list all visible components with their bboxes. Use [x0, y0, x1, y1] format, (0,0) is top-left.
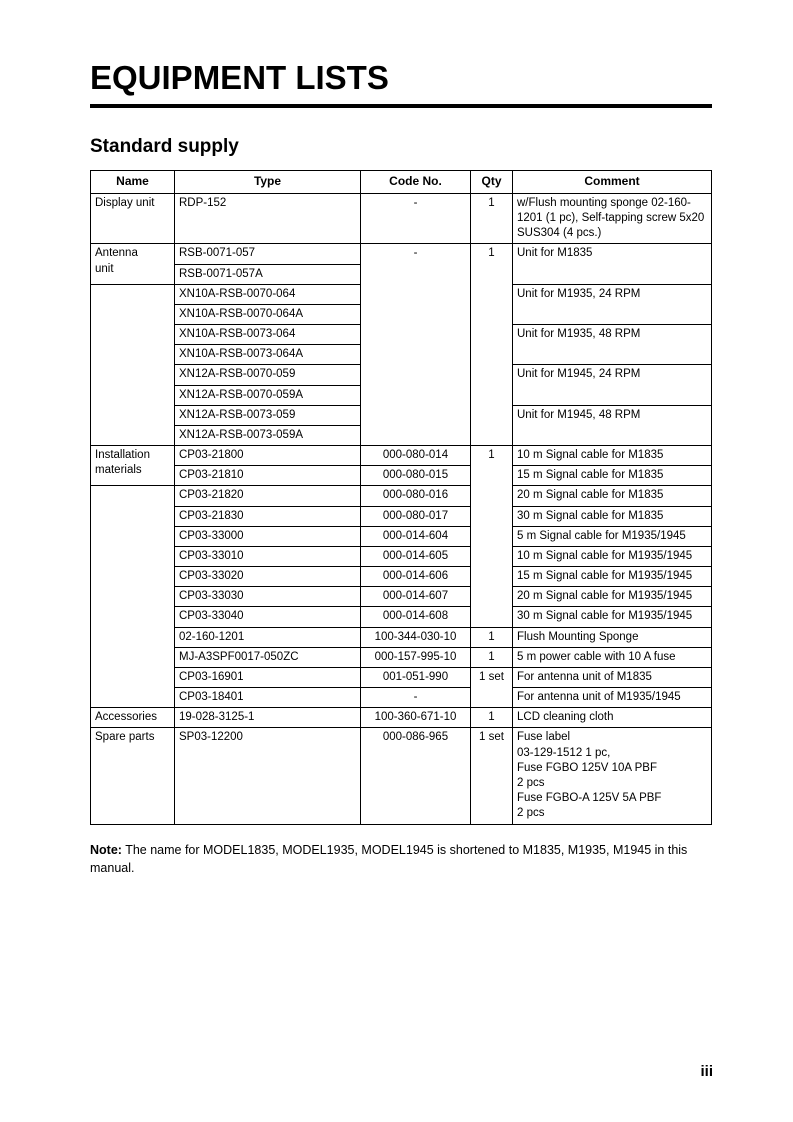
- column-header-type: Type: [175, 171, 361, 194]
- cell-code: -: [361, 244, 471, 446]
- cell-type: 19-028-3125-1: [175, 708, 361, 728]
- cell-type: XN12A-RSB-0073-059: [175, 405, 361, 425]
- note: [90, 841, 712, 877]
- table-header-row: [91, 171, 712, 194]
- cell-name-spacer: [91, 486, 175, 708]
- cell-type: XN12A-RSB-0070-059: [175, 365, 361, 385]
- cell-name: Accessories: [91, 708, 175, 728]
- cell-qty: 1: [471, 647, 513, 667]
- cell-name-line1: Installation: [95, 449, 150, 462]
- cell-name: Display unit: [91, 193, 175, 244]
- equipment-table: [90, 170, 712, 825]
- cell-qty: 1 set: [471, 667, 513, 707]
- column-header-qty: Qty: [471, 171, 513, 194]
- table-row: [91, 627, 712, 647]
- cell-qty: 1: [471, 708, 513, 728]
- cell-code: 000-014-607: [361, 587, 471, 607]
- column-header-comment: Comment: [513, 171, 712, 194]
- cell-code: 000-080-014: [361, 446, 471, 466]
- cell-type: RSB-0071-057A: [175, 264, 361, 284]
- table-row: [91, 607, 712, 627]
- table-row: [91, 466, 712, 486]
- cell-type: XN10A-RSB-0073-064: [175, 325, 361, 345]
- cell-comment: For antenna unit of M1935/1945: [513, 688, 712, 708]
- cell-type: CP03-33040: [175, 607, 361, 627]
- cell-comment: 15 m Signal cable for M1835: [513, 466, 712, 486]
- table-row: [91, 567, 712, 587]
- table-row: [91, 193, 712, 244]
- cell-comment: Unit for M1935, 24 RPM: [513, 284, 712, 324]
- table-row: [91, 446, 712, 466]
- cell-type: CP03-21820: [175, 486, 361, 506]
- cell-comment: Unit for M1835: [513, 244, 712, 284]
- cell-type: CP03-21800: [175, 446, 361, 466]
- cell-comment: 20 m Signal cable for M1835: [513, 486, 712, 506]
- cell-comment: 5 m Signal cable for M1935/1945: [513, 526, 712, 546]
- cell-comment: Unit for M1935, 48 RPM: [513, 325, 712, 365]
- page-title: EQUIPMENT LISTS: [90, 59, 389, 96]
- table-row: [91, 728, 712, 824]
- cell-type: MJ-A3SPF0017-050ZC: [175, 647, 361, 667]
- cell-comment: Unit for M1945, 24 RPM: [513, 365, 712, 405]
- cell-type: XN10A-RSB-0073-064A: [175, 345, 361, 365]
- table-row: [91, 688, 712, 708]
- cell-type: CP03-33030: [175, 587, 361, 607]
- table-row: [91, 244, 712, 264]
- cell-code: -: [361, 193, 471, 244]
- cell-type: 02-160-1201: [175, 627, 361, 647]
- table-row: [91, 486, 712, 506]
- cell-comment: Unit for M1945, 48 RPM: [513, 405, 712, 445]
- table-row: [91, 546, 712, 566]
- cell-type: CP03-18401: [175, 688, 361, 708]
- table-row: [91, 708, 712, 728]
- cell-type: XN10A-RSB-0070-064A: [175, 304, 361, 324]
- cell-name-line1: Antenna: [95, 247, 138, 260]
- cell-name: Spare parts: [91, 728, 175, 824]
- page-content: [90, 58, 712, 889]
- cell-name-line2: unit: [95, 262, 114, 275]
- cell-comment: 30 m Signal cable for M1935/1945: [513, 607, 712, 627]
- cell-code: 001-051-990: [361, 667, 471, 687]
- cell-type: CP03-21810: [175, 466, 361, 486]
- cell-type: SP03-12200: [175, 728, 361, 824]
- cell-comment: 10 m Signal cable for M1935/1945: [513, 546, 712, 566]
- comment-line: 03-129-1512 1 pc,: [517, 746, 611, 759]
- comment-line: Fuse FGBO 125V 10A PBF: [517, 761, 657, 774]
- table-row: [91, 587, 712, 607]
- cell-comment: For antenna unit of M1835: [513, 667, 712, 687]
- table-row: [91, 647, 712, 667]
- cell-code: 100-344-030-10: [361, 627, 471, 647]
- cell-qty: 1: [471, 446, 513, 628]
- comment-line: Fuse FGBO-A 125V 5A PBF: [517, 792, 662, 805]
- cell-comment: 20 m Signal cable for M1935/1945: [513, 587, 712, 607]
- cell-code: 000-080-016: [361, 486, 471, 506]
- cell-name: [91, 244, 175, 284]
- cell-type: CP03-33020: [175, 567, 361, 587]
- table-row: [91, 667, 712, 687]
- cell-type: XN10A-RSB-0070-064: [175, 284, 361, 304]
- cell-code: 000-014-605: [361, 546, 471, 566]
- cell-type: XN12A-RSB-0070-059A: [175, 385, 361, 405]
- cell-type: CP03-33010: [175, 546, 361, 566]
- page-number: iii: [700, 1063, 713, 1080]
- cell-type: CP03-16901: [175, 667, 361, 687]
- cell-name-line2: materials: [95, 464, 142, 477]
- cell-code: 000-080-015: [361, 466, 471, 486]
- cell-comment: LCD cleaning cloth: [513, 708, 712, 728]
- cell-code: 000-080-017: [361, 506, 471, 526]
- table-row: [91, 526, 712, 546]
- cell-comment: [513, 728, 712, 824]
- note-label: Note:: [90, 842, 122, 857]
- cell-comment: 30 m Signal cable for M1835: [513, 506, 712, 526]
- cell-code: 000-157-995-10: [361, 647, 471, 667]
- cell-qty: 1: [471, 627, 513, 647]
- title-rule: [90, 104, 712, 108]
- cell-code: -: [361, 688, 471, 708]
- cell-type: XN12A-RSB-0073-059A: [175, 425, 361, 445]
- comment-line: 2 pcs: [517, 776, 545, 789]
- column-header-name: Name: [91, 171, 175, 194]
- column-header-code: Code No.: [361, 171, 471, 194]
- cell-comment: 5 m power cable with 10 A fuse: [513, 647, 712, 667]
- cell-comment: Flush Mounting Sponge: [513, 627, 712, 647]
- cell-code: 000-014-608: [361, 607, 471, 627]
- cell-code: 000-014-604: [361, 526, 471, 546]
- cell-type: CP03-33000: [175, 526, 361, 546]
- cell-comment: w/Flush mounting sponge 02-160-1201 (1 pc), Self-tapping screw 5x20 SUS304 (4 pcs.): [513, 193, 712, 244]
- cell-qty: 1: [471, 244, 513, 446]
- cell-name-spacer: [91, 284, 175, 445]
- cell-type: RDP-152: [175, 193, 361, 244]
- cell-code: 000-086-965: [361, 728, 471, 824]
- cell-type: RSB-0071-057: [175, 244, 361, 264]
- cell-code: 100-360-671-10: [361, 708, 471, 728]
- cell-qty: 1 set: [471, 728, 513, 824]
- cell-type: CP03-21830: [175, 506, 361, 526]
- comment-line: 2 pcs: [517, 807, 545, 820]
- table-row: [91, 506, 712, 526]
- cell-comment: 10 m Signal cable for M1835: [513, 446, 712, 466]
- cell-comment: 15 m Signal cable for M1935/1945: [513, 567, 712, 587]
- note-text: The name for MODEL1835, MODEL1935, MODEL1945 is shortened to M1835, M1935, M1945 in this manual.: [90, 842, 688, 875]
- comment-line: Fuse label: [517, 731, 571, 744]
- cell-qty: 1: [471, 193, 513, 244]
- section-title: Standard supply: [90, 136, 239, 157]
- cell-code: 000-014-606: [361, 567, 471, 587]
- cell-name: [91, 446, 175, 486]
